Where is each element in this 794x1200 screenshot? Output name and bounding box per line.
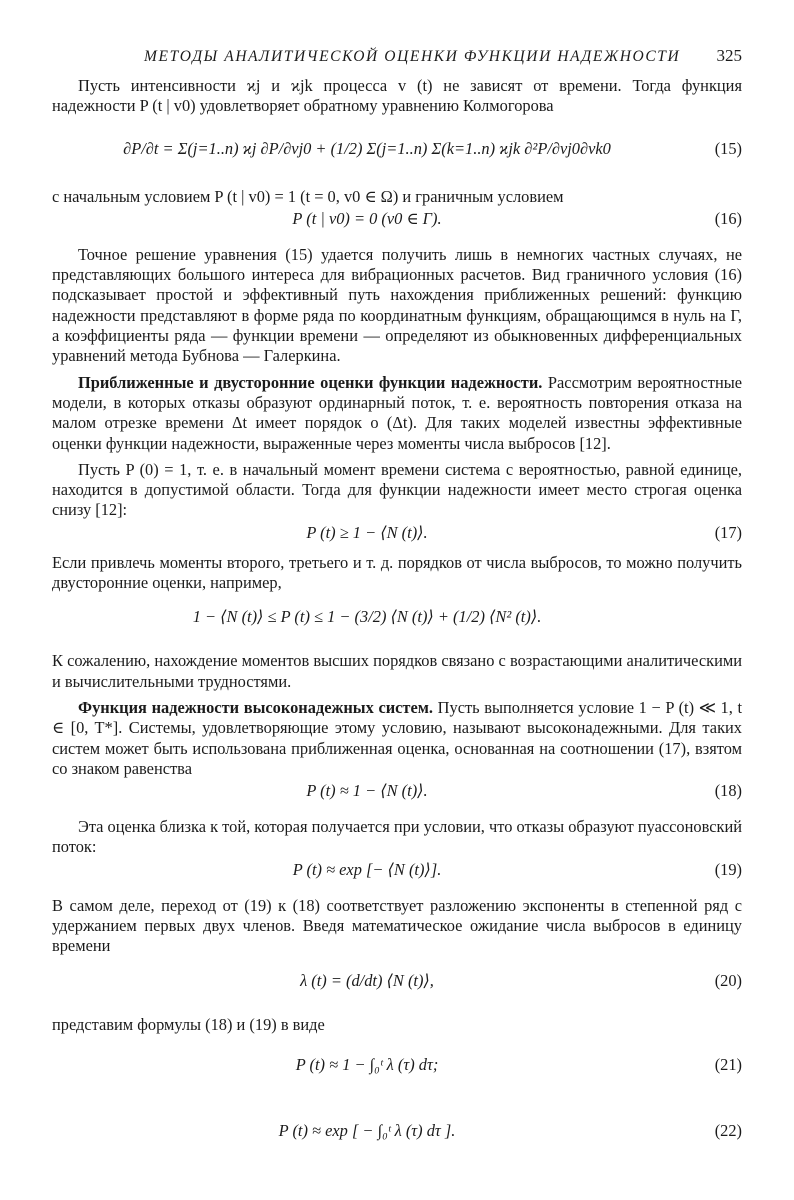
equation-19-number: (19) <box>714 859 742 879</box>
paragraph-10: В самом деле, переход от (19) к (18) соответствует разложению экспоненты в степенной ряд с удержанием первых двух членов. Введя математическое ожидание числа выбросов в единицу времени <box>52 895 742 956</box>
equation-17-body: P (t) ≥ 1 − ⟨N (t)⟩. <box>306 522 428 542</box>
paragraph-1: Пусть интенсивности ϰj и ϰjk процесса v (t) не зависят от времени. Тогда функция надежности P (t | v0) удовлетворяет обратному уравнению Колмогорова <box>52 76 742 116</box>
equation-21-body: P (t) ≈ 1 − ∫₀ᵗ λ (τ) dτ; <box>295 1054 439 1074</box>
paragraph-4 <box>52 373 742 454</box>
running-head: МЕТОДЫ АНАЛИТИЧЕСКОЙ ОЦЕНКИ ФУНКЦИИ НАДЕЖНОСТИ <box>144 48 681 65</box>
equation-15 <box>52 117 742 187</box>
paragraph-6: Если привлечь моменты второго, третьего и т. д. порядков от числа выбросов, то можно получить двусторонние оценки, например, <box>52 552 742 593</box>
equation-15-number: (15) <box>714 138 742 158</box>
equation-21 <box>52 1035 742 1101</box>
section-heading-high-reliability: Функция надежности высоконадежных систем. <box>78 697 434 717</box>
equation-22-number: (22) <box>714 1120 742 1140</box>
paragraph-4-text: Рассмотрим вероятностные модели, в которых отказы образуют ординарный поток, т. е. вероятность повторения отказа на малом отрезке времени Δt имеет порядок o (Δt). Для таких моделей известны эффективные оценки функции надежности, выраженные через моменты числа выбросов [12]. <box>52 372 742 453</box>
page <box>52 40 742 1167</box>
paragraph-11: представим формулы (18) и (19) в виде <box>52 1014 325 1034</box>
paragraph-2: с начальным условием P (t | v0) = 1 (t = 0, v0 ∈ Ω) и граничным условием <box>52 186 564 206</box>
equation-17 <box>52 521 742 547</box>
equation-18 <box>52 779 742 805</box>
page-number: 325 <box>716 46 742 65</box>
equation-15-body: ∂P/∂t = Σ(j=1..n) ϰj ∂P/∂vj0 + (1/2) Σ(j=1..n) Σ(k=1..n) ϰjk ∂²P/∂vj0∂vk0 <box>123 138 611 158</box>
equation-18-body: P (t) ≈ 1 − ⟨N (t)⟩. <box>306 781 428 801</box>
equation-18-number: (18) <box>714 781 742 801</box>
section-heading-approx-bounds: Приближенные и двусторонние оценки функции надежности. <box>78 372 543 392</box>
page-header <box>52 40 742 70</box>
equation-22 <box>52 1101 742 1167</box>
paragraph-9: Эта оценка близка к той, которая получается при условии, что отказы образуют пуассоновский поток: <box>52 817 742 857</box>
equation-19 <box>52 858 742 884</box>
paragraph-8 <box>52 698 742 779</box>
paragraph-3: Точное решение уравнения (15) удается получить лишь в немногих частных случаях, не представляющих большого интереса для вибрационных расчетов. Вид граничного условия (16) подсказывает простой и эффективный путь нахождения приближенных решений: функцию надежности представляют в форме ряда по координатным функциям, обращающимся в нуль на Γ, а коэффициенты ряда — функции времени — определяют из обыкновенных дифференциальных уравнений метода Бубнова — Галеркина. <box>52 244 742 366</box>
equation-20-body: λ (t) = (d/dt) ⟨N (t)⟩, <box>300 970 434 990</box>
equation-bounds-body: 1 − ⟨N (t)⟩ ≤ P (t) ≤ 1 − (3/2) ⟨N (t)⟩ + (1/2) ⟨N² (t)⟩. <box>192 607 542 627</box>
equation-16-body: P (t | v0) = 0 (v0 ∈ Γ). <box>292 208 442 228</box>
equation-19-body: P (t) ≈ exp [− ⟨N (t)⟩]. <box>292 859 442 879</box>
equation-17-number: (17) <box>714 522 742 542</box>
equation-16-number: (16) <box>714 208 742 228</box>
paragraph-8-text: Пусть выполняется условие 1 − P (t) ≪ 1, t ∈ [0, T*]. Системы, удовлетворяющие этому условию, называют высоконадежными. Для таких систем может быть использована приближенная оценка, основанная на соотношении (17), взятом со знаком равенства <box>52 697 743 778</box>
equation-16 <box>52 207 742 233</box>
equation-21-number: (21) <box>714 1054 742 1074</box>
paragraph-5: Пусть P (0) = 1, т. е. в начальный момент времени система с вероятностью, равной единице, находится в допустимой области. Тогда для функции надежности имеет место строгая оценка снизу [12]: <box>52 459 742 520</box>
equation-22-body: P (t) ≈ exp [ − ∫₀ᵗ λ (τ) dτ ]. <box>278 1120 456 1140</box>
equation-20-number: (20) <box>714 970 742 990</box>
equation-bounds <box>52 593 742 645</box>
equation-20 <box>52 957 742 1009</box>
paragraph-7: К сожалению, нахождение моментов высших порядков связано с возрастающими аналитическими и вычислительными трудностями. <box>52 651 742 691</box>
